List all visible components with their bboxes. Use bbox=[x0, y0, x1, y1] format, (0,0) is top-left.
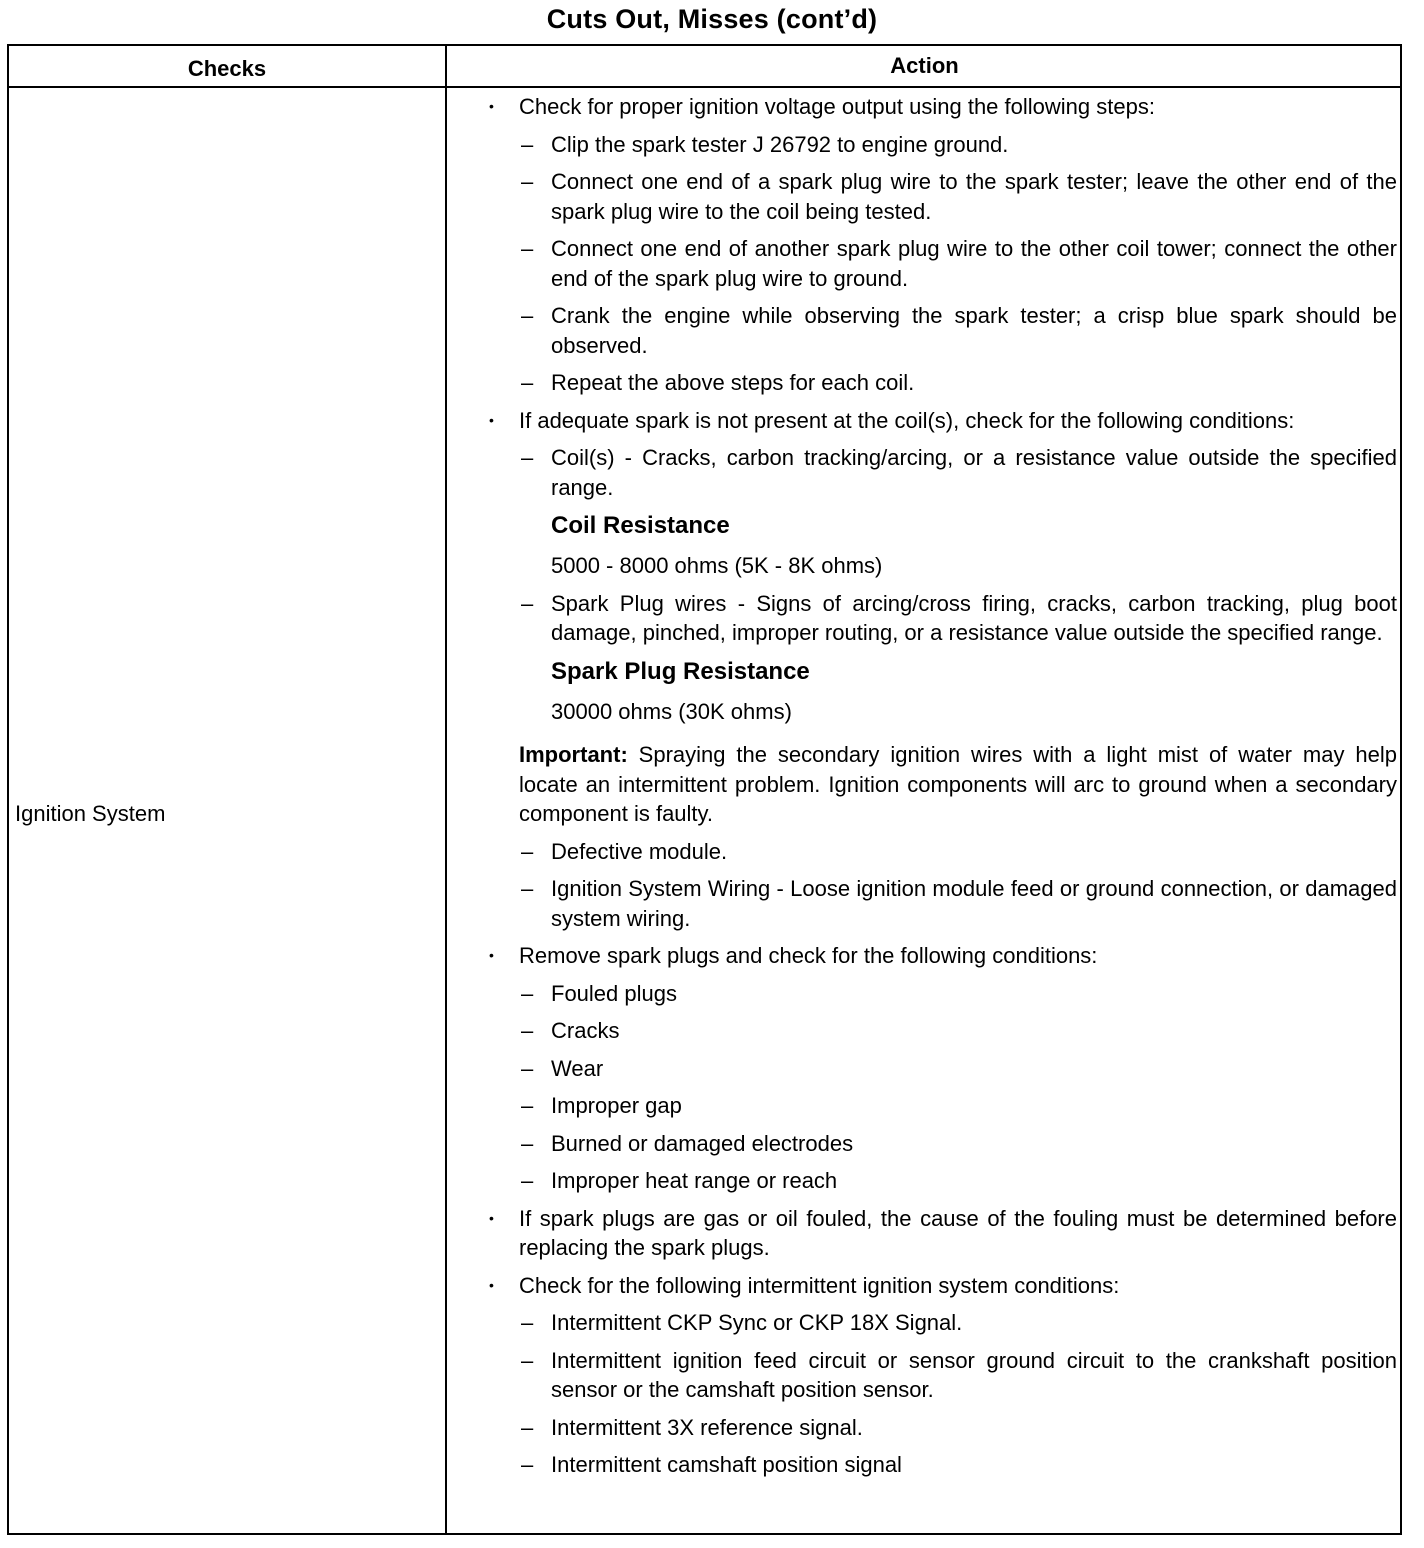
action-substep: – Spark Plug wires - Signs of arcing/cross firing, cracks, carbon tracking, plug boot damage, pinched, improper routing, or a resistance value outside the specified range. bbox=[487, 589, 1397, 648]
action-bullet: • If spark plugs are gas or oil fouled, the cause of the fouling must be determined before replacing the spark plugs. bbox=[487, 1204, 1397, 1263]
action-substep: – Improper gap bbox=[487, 1091, 1397, 1121]
action-cell bbox=[487, 92, 1397, 1488]
important-text: Spraying the secondary ignition wires with a light mist of water may help locate an intermittent problem. Ignition components will arc to ground when a secondary component is faulty. bbox=[519, 742, 1397, 826]
important-label: Important: bbox=[519, 742, 628, 767]
action-substep: – Fouled plugs bbox=[487, 979, 1397, 1009]
spark-plug-resistance-value: 30000 ohms (30K ohms) bbox=[551, 698, 792, 724]
action-substep: – Intermittent camshaft position signal bbox=[487, 1450, 1397, 1480]
action-bullet: • Check for proper ignition voltage output using the following steps: bbox=[487, 92, 1397, 122]
action-substep: – Improper heat range or reach bbox=[487, 1166, 1397, 1196]
column-header-action: Action bbox=[890, 53, 959, 78]
action-substep: – Wear bbox=[487, 1054, 1397, 1084]
action-substep: – Cracks bbox=[487, 1016, 1397, 1046]
coil-resistance-value: 5000 - 8000 ohms (5K - 8K ohms) bbox=[551, 553, 883, 578]
action-substep: – Intermittent CKP Sync or CKP 18X Signal. bbox=[487, 1308, 1397, 1338]
action-substep: – Burned or damaged electrodes bbox=[487, 1129, 1397, 1159]
action-substep: – Connect one end of another spark plug wire to the other coil tower; connect the other end of the spark plug wire to ground. bbox=[487, 234, 1397, 293]
action-substep: – Intermittent 3X reference signal. bbox=[487, 1413, 1397, 1443]
page-title: Cuts Out, Misses (cont’d) bbox=[546, 4, 878, 34]
action-substep: – Connect one end of a spark plug wire to the spark tester; leave the other end of the spark plug wire to the coil being tested. bbox=[487, 167, 1397, 226]
action-substep: – Repeat the above steps for each coil. bbox=[487, 368, 1397, 398]
action-bullet: • If adequate spark is not present at the coil(s), check for the following conditions: bbox=[487, 406, 1397, 436]
important-note bbox=[487, 740, 1397, 829]
action-substep: – Coil(s) - Cracks, carbon tracking/arcing, or a resistance value outside the specified range. bbox=[487, 443, 1397, 502]
action-substep: – Defective module. bbox=[487, 837, 1397, 867]
action-bullet: • Remove spark plugs and check for the following conditions: bbox=[487, 941, 1397, 971]
header-divider bbox=[9, 86, 1400, 88]
spark-plug-resistance-heading: Spark Plug Resistance bbox=[551, 657, 810, 685]
column-header-checks: Checks bbox=[187, 56, 267, 81]
column-divider bbox=[445, 46, 447, 1533]
action-substep: – Ignition System Wiring - Loose ignition module feed or ground connection, or damaged system wiring. bbox=[487, 874, 1397, 933]
action-substep: – Intermittent ignition feed circuit or sensor ground circuit to the crankshaft position sensor or the camshaft position sensor. bbox=[487, 1346, 1397, 1405]
coil-resistance-heading: Coil Resistance bbox=[551, 512, 730, 539]
diagnostic-table bbox=[7, 44, 1402, 1535]
check-item-ignition-system: Ignition System bbox=[15, 801, 166, 826]
action-substep: – Clip the spark tester J 26792 to engine ground. bbox=[487, 130, 1397, 160]
action-substep: – Crank the engine while observing the spark tester; a crisp blue spark should be observed. bbox=[487, 301, 1397, 360]
action-bullet: • Check for the following intermittent ignition system conditions: bbox=[487, 1271, 1397, 1301]
